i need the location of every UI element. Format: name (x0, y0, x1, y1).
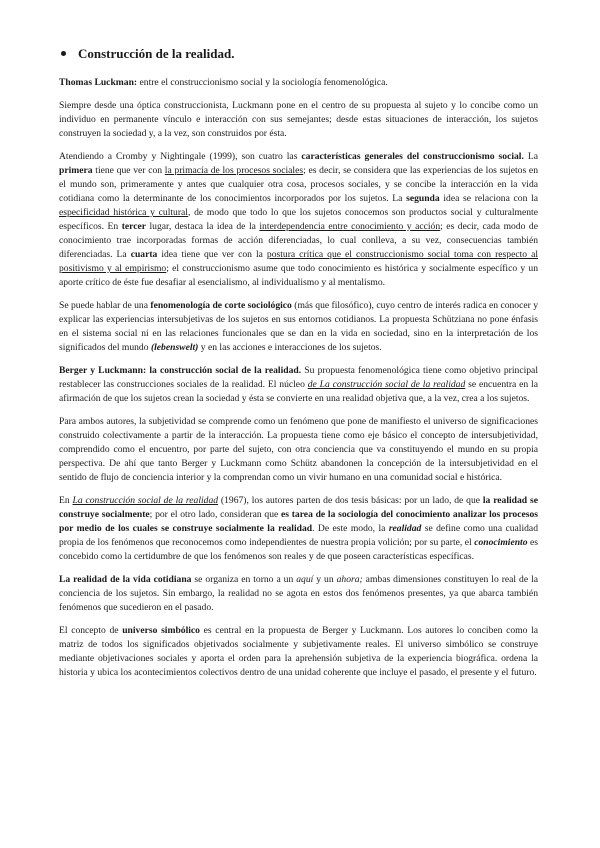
paragraph-subjectivity (59, 415, 538, 485)
underlined-term: especificidad histórica y cultural (59, 207, 188, 218)
paragraph-two-theses (59, 494, 538, 564)
underlined-term: postura crítica que el construccionismo social toma con respecto al positivismo y al empirismo (59, 249, 538, 274)
paragraph-phenomenology (59, 299, 538, 355)
text-span: y un (313, 574, 337, 585)
paragraph-characteristics (59, 150, 538, 290)
text-span: Siempre desde una óptica construccionista, Luckmann pone en el centro de su propuesta al sujeto y lo concibe como un individuo en permanente vínculo e interacción con sus semejantes; desde estas situaciones de interacción, los sujetos construyen la sociedad y, a la vez, son construidos por ésta. (59, 100, 538, 139)
text-span: se organiza en torno a un (191, 574, 297, 585)
text-span: ; por el otro lado, consideran que (149, 509, 281, 520)
section-title: Construcción de la realidad. (78, 46, 235, 61)
bold-term: la realidad se construye socialmente (59, 495, 538, 520)
text-span: En (59, 495, 73, 506)
text-span: idea tiene que ver con la (157, 249, 267, 260)
bold-term: fenomenología de corte sociológico (150, 300, 292, 311)
bullet-icon (61, 51, 66, 56)
text-span: Se puede hablar de una (59, 300, 151, 311)
section-heading (59, 46, 538, 62)
bold-term: Berger y Luckmann: la construcción social de la realidad. (59, 365, 302, 376)
text-span: ; es decir, cada modo de conocimiento trae incorporadas formas de acción diferenciadas, lo cual conlleva, a su vez, consecuencias también diferenciadas. La (59, 221, 538, 260)
book-title-reference: La construcción social de la realidad (72, 495, 219, 506)
text-span: Para ambos autores, la subjetividad se comprende como un fenómeno que pone de manifiesto el universo de significaciones construido colectivamente a partir de la interacción. La propuesta tiene como eje básico el concepto de intersubjetividad, comprendido como el encuentro, por parte del sujeto, con otra conciencia que va constituyendo el mundo en su propia perspectiva. De ahí que tanto Berger y Luckmann como Schütz abandonen la concepción de la intersubjetividad en el sentido de flujo de conciencia interior y la comprendan como un vivir humano en una comunidad social e histórica. (59, 416, 538, 483)
bold-italic-term: realidad (388, 523, 422, 534)
paragraph-luckman-intro (59, 76, 538, 90)
text-span: se encuentra en la afirmación de que los sujetos crean la sociedad y ésta se convierte en una realidad objetiva que, a la vez, crea a los sujetos. (59, 379, 538, 404)
text-span: , de modo que todo lo que los sujetos conocemos son productos social y culturalmente específicos. En (59, 207, 538, 232)
paragraph-berger-luckmann (59, 364, 538, 406)
paragraph-daily-life (59, 573, 538, 615)
underlined-term: la primacía de los procesos sociales (164, 165, 304, 176)
text-span: ; el construccionismo asume que todo conocimiento es histórica y socialmente específico y un aporte crítico de éste fue desafiar al esencialismo, al individualismo y al mentalismo. (59, 263, 538, 288)
bold-term: universo simbólico (122, 625, 200, 636)
bold-term: cuarta (130, 249, 158, 260)
bold-italic-term: conocimiento (474, 537, 528, 548)
text-span: ambas dimensiones constituyen lo real de la conciencia de los sujetos. Sin embargo, la realidad no se agota en estos dos fenómenos presentes, ya que abarca también fenómenos que sucedieron en el pasado. (59, 574, 539, 613)
bold-term: es tarea de la sociología del conocimiento analizar los procesos por medio de los cuales se construye socialmente la realidad (59, 509, 538, 534)
text-span: es central en la propuesta de Berger y Luckmann. Los autores lo conciben como la matriz de todos los significados objetivados socialmente y subjetivamente reales. El universo simbólico se construye mediante objetivaciones sociales y aporta el orden para la aprehensión subjetiva de la experiencia biográfica. ordena la historia y ubica los acontecimientos colectivos dentro de una unidad coherente que incluye el pasado, el presente y el futuro. (59, 625, 538, 678)
bold-term: segunda (406, 193, 440, 204)
italic-term: ahora; (336, 574, 363, 585)
text-span: y en las acciones e interacciones de los sujetos. (198, 342, 382, 353)
italic-term: (lebenswelt) (150, 342, 199, 353)
text-span: lugar, destaca la idea de la (146, 221, 260, 232)
italic-term: aquí (296, 574, 314, 585)
text-span: (1967), los autores parten de dos tesis básicas: por un lado, de que (218, 495, 483, 506)
text-span: . De este modo, la (312, 523, 389, 534)
text-span: entre el construccionismo social y la sociología fenomenológica. (137, 77, 388, 88)
paragraph-luckman-subject (59, 99, 538, 141)
text-span: tiene que ver con (92, 165, 165, 176)
bold-term: primera (59, 165, 93, 176)
text-span: La (523, 151, 538, 162)
text-span: ; es decir, se considera que las experiencias de los sujetos en el mundo son, primeramente y antes que cualquier otra cosa, procesos sociales, y se concibe la interacción en la vida cotidiana como la determinante de los conocimientos incorporados por los sujetos. La (59, 165, 538, 204)
bold-term: características generales del construccionismo social. (301, 151, 524, 162)
book-title-reference: de La construcción social de la realidad (307, 379, 466, 390)
text-span: Atendiendo a Cromby y Nightingale (1999), son cuatro las (59, 151, 302, 162)
bold-term: La realidad de la vida cotidiana (59, 574, 192, 585)
author-name: Thomas Luckman: (59, 77, 138, 88)
text-span: El concepto de (59, 625, 123, 636)
underlined-term: interdependencia entre conocimiento y acción (259, 221, 441, 232)
text-span: es concebido como la certidumbre de que los fenómenos son reales y de que poseen características específicas. (59, 537, 538, 562)
paragraph-symbolic-universe (59, 624, 538, 680)
text-span: idea se relaciona con la (439, 193, 538, 204)
text-span: se define como una cualidad propia de los fenómenos que reconocemos como independientes de nuestra propia volición; por su parte, el (59, 523, 538, 548)
text-span: (más que filosófico), cuyo centro de interés radica en conocer y explicar las experiencias intersubjetivas de los sujetos en sus entornos cotidianos. La propuesta Schütziana no pone énfasis en el sistema social ni en las relaciones funcionales que se dan en la vida en sociedad, sino en la interpretación de los significados del mundo (59, 300, 538, 353)
text-span: Su propuesta fenomenológica tiene como objetivo principal restablecer las construcciones sociales de la realidad. El núcleo (59, 365, 538, 390)
bold-term: tercer (121, 221, 146, 232)
